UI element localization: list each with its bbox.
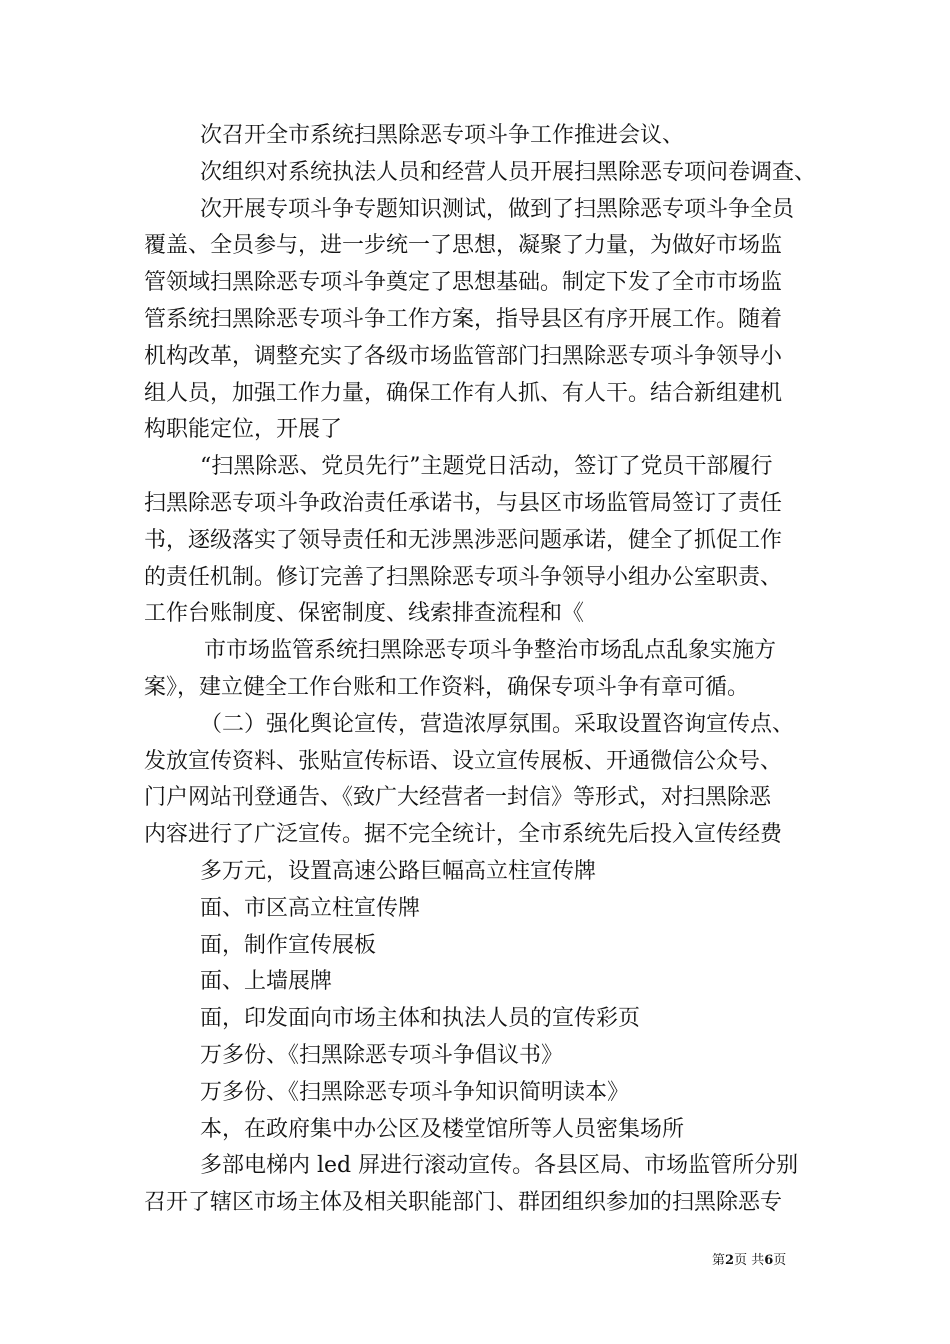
text-line: （二）强化舆论宣传，营造浓厚氛围。采取设置咨询宣传点、 [200,711,795,737]
text-line: 覆盖、全员参与，进一步统一了思想，凝聚了力量，为做好市场监 [144,233,783,259]
text-line: 多部电梯内 led 屏进行滚动宣传。各县区局、市场监管所分别 [200,1153,799,1179]
text-line: 面，印发面向市场主体和执法人员的宣传彩页 [200,1006,641,1032]
text-line: 发放宣传资料、张贴宣传标语、设立宣传展板、开通微信公众号、 [144,748,783,774]
text-line: 扫黑除恶专项斗争政治责任承诺书，与县区市场监管局签订了责任 [144,490,783,516]
text-line: 多万元，设置高速公路巨幅高立柱宣传牌 [200,858,597,884]
text-line: 市市场监管系统扫黑除恶专项斗争整治市场乱点乱象实施方 [204,638,777,664]
text-line: 万多份、《扫黑除恶专项斗争知识简明读本》 [200,1079,630,1105]
page-number-footer [712,1253,812,1269]
text-line: 次召开全市系统扫黑除恶专项斗争工作推进会议、 [200,123,685,148]
text-line: 机构改革，调整充实了各级市场监管部门扫黑除恶专项斗争领导小 [144,343,783,369]
body-text [144,118,824,1222]
text-line: 面，制作宣传展板 [200,932,377,958]
text-line: 管领域扫黑除恶专项斗争奠定了思想基础。制定下发了全市市场监 [144,270,783,296]
total-page-number: 6 [764,1253,774,1268]
footer-suffix: 页 [773,1253,787,1268]
text-line: 的责任机制。修订完善了扫黑除恶专项斗争领导小组办公室职责、 [144,564,783,590]
text-line: 本，在政府集中办公区及楼堂馆所等人员密集场所 [200,1116,685,1142]
text-line: 面、市区高立柱宣传牌 [200,895,421,921]
text-line: 组人员，加强工作力量，确保工作有人抓、有人干。结合新组建机 [144,380,783,406]
text-line: 管系统扫黑除恶专项斗争工作方案，指导县区有序开展工作。随着 [144,306,783,332]
text-line: 内容进行了广泛宣传。据不完全统计，全市系统先后投入宣传经费 [144,822,783,848]
text-line: 次开展专项斗争专题知识测试，做到了扫黑除恶专项斗争全员 [200,196,795,222]
text-line: 万多份、《扫黑除恶专项斗争倡议书》 [200,1042,564,1068]
text-line: 次组织对系统执法人员和经营人员开展扫黑除恶专项问卷调查、 [200,159,817,185]
current-page-number: 2 [725,1253,735,1268]
text-line: 构职能定位，开展了 [144,417,343,443]
text-line: 召开了辖区市场主体及相关职能部门、群团组织参加的扫黑除恶专 [144,1190,783,1216]
text-line: “扫黑除恶、党员先行”主题党日活动，签订了党员干部履行 [200,454,773,480]
text-line: 案》，建立健全工作台账和工作资料，确保专项斗争有章可循。 [144,674,750,700]
text-line: 书，逐级落实了领导责任和无涉黑涉恶问题承诺，健全了抓促工作 [144,527,783,553]
text-line: 工作台账制度、保密制度、线索排查流程和《 [144,601,585,627]
text-line: 面、上墙展牌 [200,969,333,995]
text-line: 门户网站刊登通告、《致广大经营者一封信》等形式，对扫黑除恶 [144,785,772,811]
footer-middle: 页 共 [734,1253,765,1268]
footer-prefix: 第 [712,1253,726,1268]
